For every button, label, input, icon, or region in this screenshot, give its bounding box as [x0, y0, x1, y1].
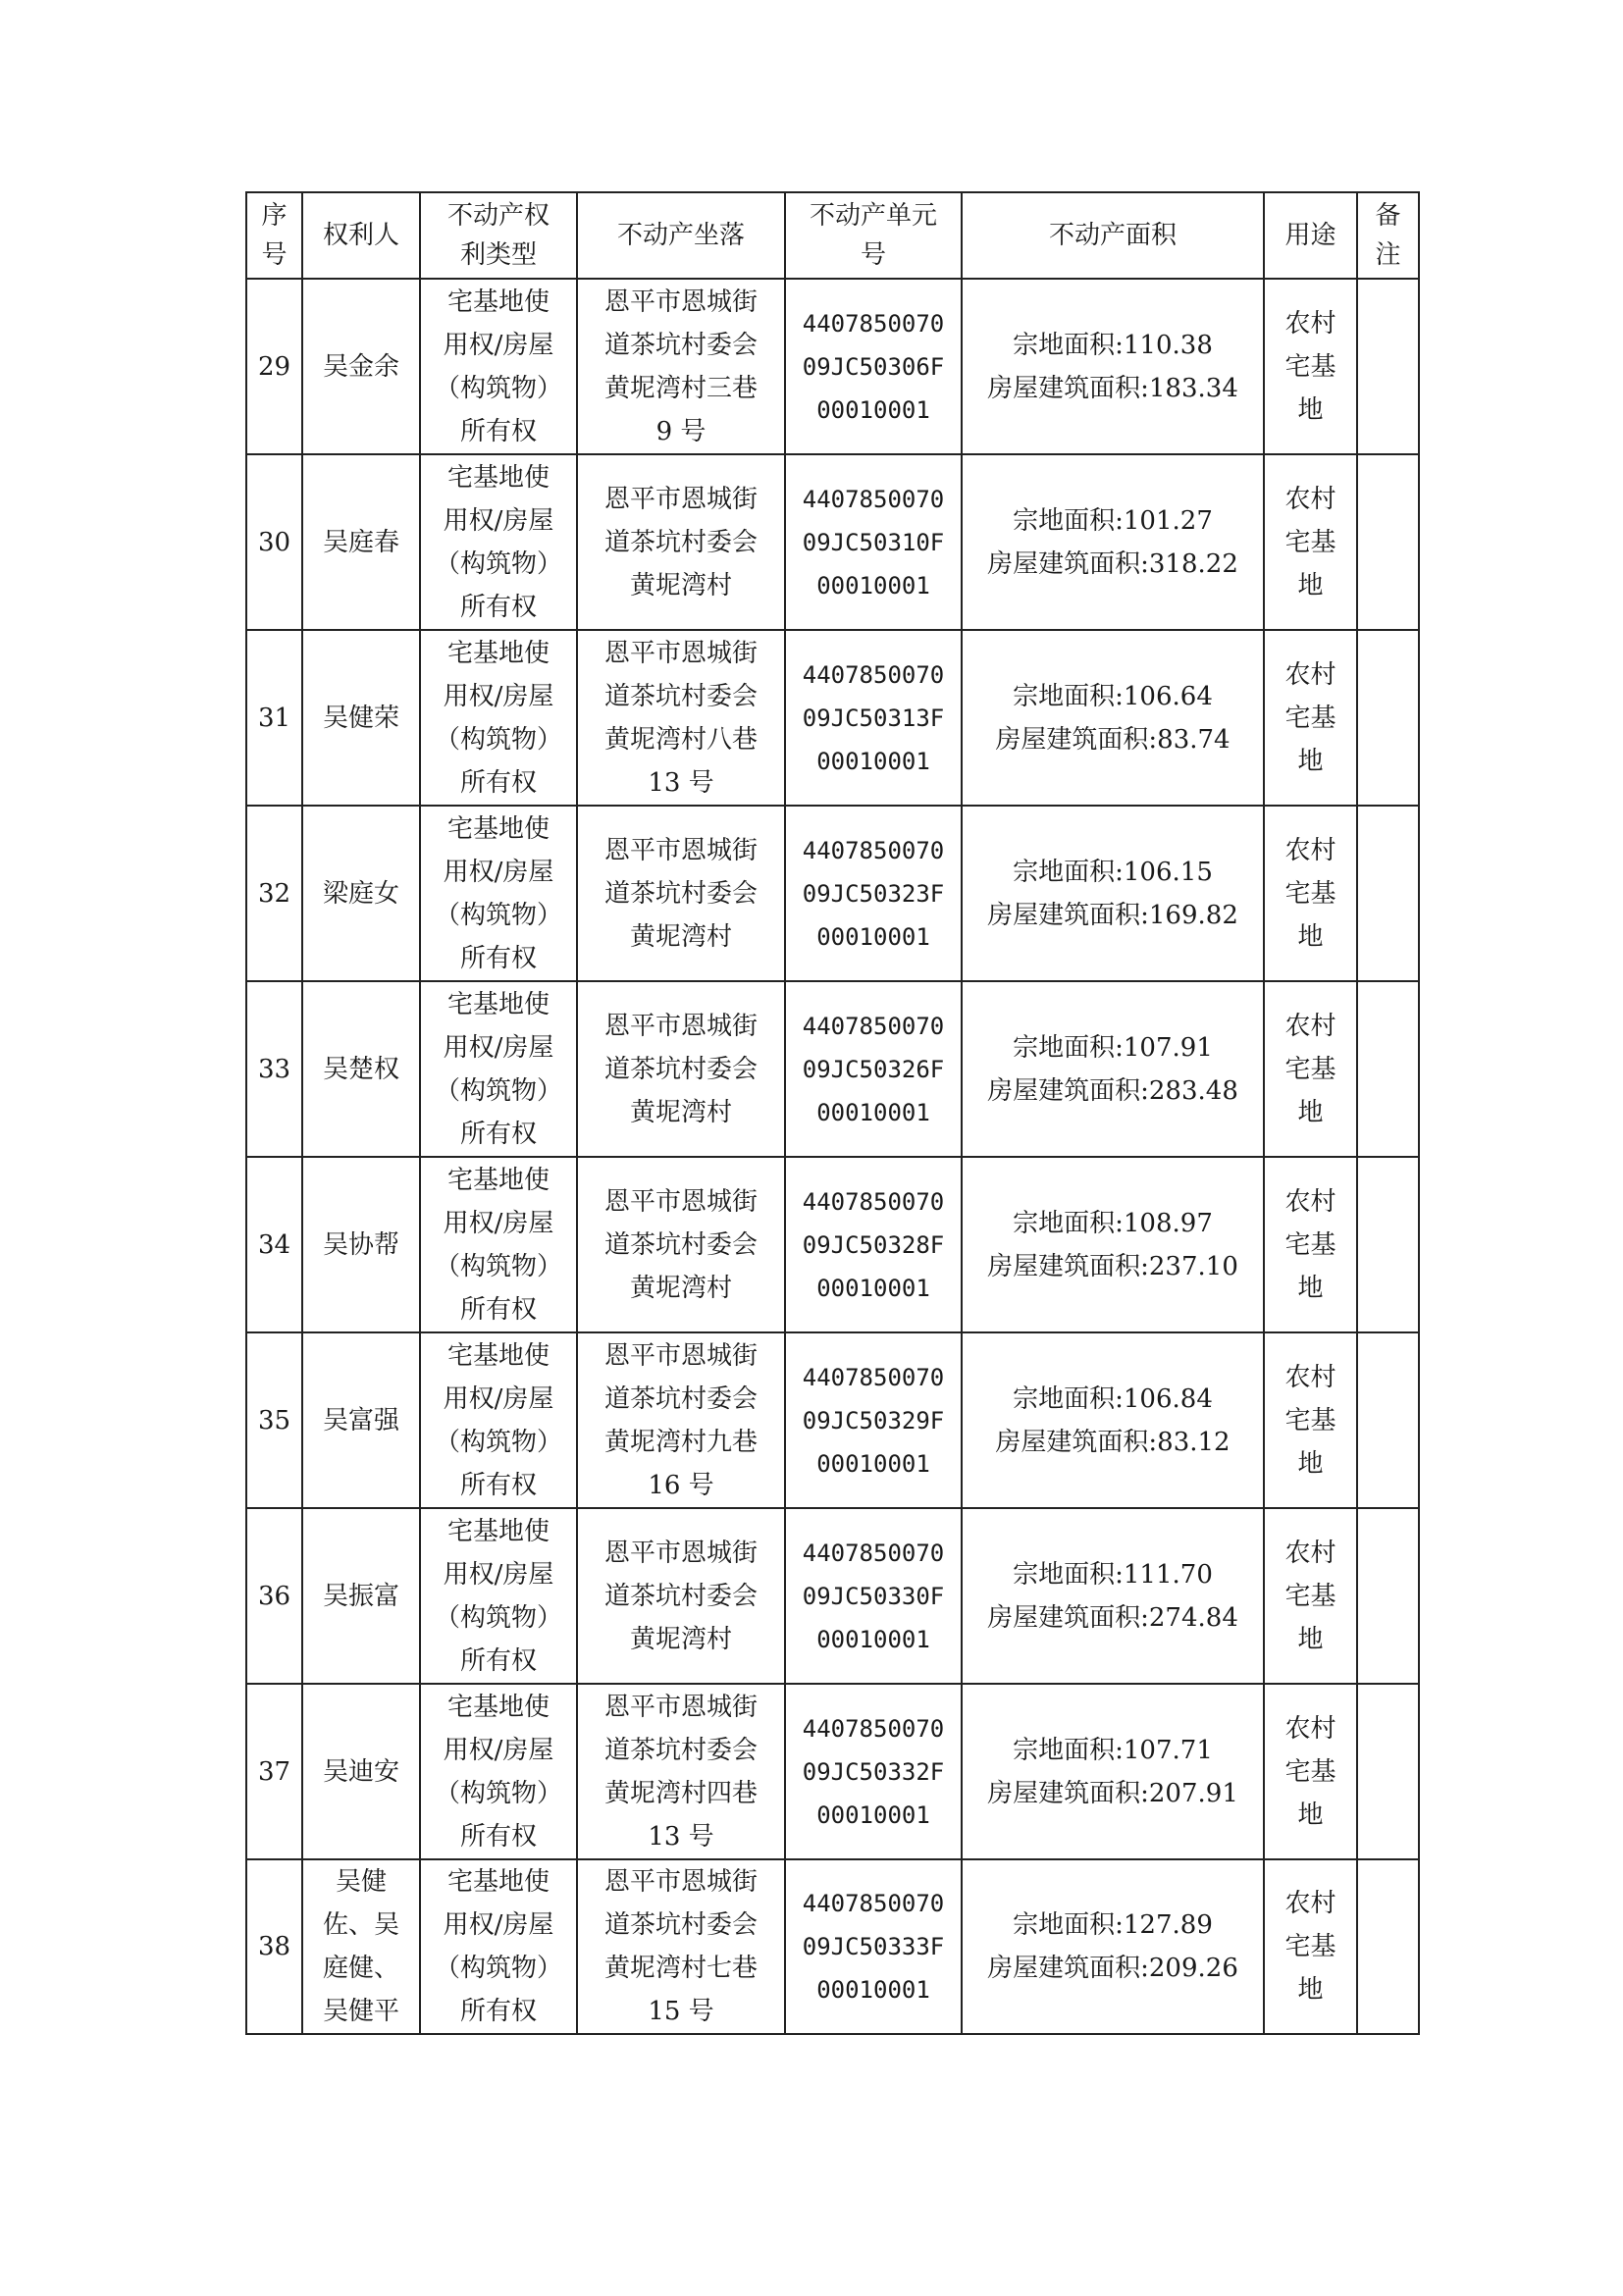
cell-line: 黄坭湾村八巷 — [603, 724, 758, 755]
cell-line: 13 号 — [648, 767, 714, 798]
cell-usage — [1264, 454, 1357, 630]
cell-line: 号 — [261, 240, 288, 270]
cell-line: 宅基 — [1284, 1229, 1336, 1260]
cell-location — [577, 1332, 785, 1508]
cell-line: 09JC50333F — [802, 1933, 945, 1960]
cell-line: 00010001 — [816, 1098, 930, 1126]
cell-usage — [1264, 806, 1357, 981]
cell-line: 农村 — [1284, 484, 1336, 514]
cell-line: 宅基地使 — [446, 1340, 550, 1371]
cell-line: 4407850070 — [802, 660, 945, 689]
cell-owner — [302, 806, 420, 981]
cell-line: 09JC50329F — [802, 1406, 945, 1435]
cell-line: 00010001 — [816, 1625, 930, 1653]
cell-remark — [1357, 630, 1419, 806]
cell-line: 黄坭湾村四巷 — [603, 1778, 758, 1808]
cell-line: 吴金余 — [322, 351, 399, 382]
cell-line: 宗地面积:107.91 — [1013, 1032, 1213, 1063]
cell-remark — [1357, 1508, 1419, 1684]
cell-line: 所有权 — [459, 1997, 537, 2026]
cell-line: 地 — [1297, 1097, 1324, 1127]
cell-line: 00010001 — [816, 395, 930, 424]
cell-line: 4407850070 — [802, 485, 945, 513]
cell-line: 所有权 — [459, 416, 537, 446]
cell-line: 00010001 — [816, 1449, 930, 1478]
cell-owner — [302, 1684, 420, 1859]
cell-line: 宗地面积:108.97 — [1013, 1208, 1213, 1238]
cell-line: 恩平市恩城街 — [603, 484, 758, 514]
cell-line: 用权/房屋 — [443, 1735, 554, 1765]
cell-line: 吴富强 — [322, 1405, 399, 1435]
cell-line: 吴健 — [335, 1867, 387, 1897]
table-row — [246, 454, 1419, 630]
cell-line: 用权/房屋 — [443, 1559, 554, 1590]
header-usage — [1264, 192, 1357, 279]
cell-owner — [302, 1332, 420, 1508]
cell-line: 宗地面积:106.64 — [1013, 681, 1213, 711]
table-row — [246, 1332, 1419, 1508]
cell-line: 地 — [1297, 1448, 1324, 1479]
cell-seq: 33 — [246, 981, 302, 1157]
cell-line: 所有权 — [459, 1294, 537, 1325]
header-unit-no — [785, 192, 962, 279]
cell-line: 15 号 — [648, 1997, 714, 2026]
cell-unit-no — [785, 630, 962, 806]
header-right-type — [420, 192, 577, 279]
table-row — [246, 1684, 1419, 1859]
cell-line: 宅基 — [1284, 527, 1336, 557]
cell-right-type — [420, 279, 577, 454]
cell-usage — [1264, 1684, 1357, 1859]
cell-line: 4407850070 — [802, 309, 945, 338]
cell-line: 用权/房屋 — [443, 1383, 554, 1414]
cell-line: 房屋建筑面积:207.91 — [987, 1778, 1238, 1808]
cell-line: 黄坭湾村 — [629, 1624, 732, 1654]
cell-line: 09JC50328F — [802, 1230, 945, 1259]
cell-location — [577, 1508, 785, 1684]
cell-line: 地 — [1297, 1800, 1324, 1830]
cell-line: 宅基 — [1284, 1054, 1336, 1084]
table-row — [246, 1508, 1419, 1684]
cell-line: 黄坭湾村七巷 — [603, 1954, 758, 1983]
cell-line: 农村 — [1284, 1538, 1336, 1568]
cell-remark — [1357, 1332, 1419, 1508]
cell-line: 09JC50326F — [802, 1055, 945, 1083]
cell-line: 16 号 — [648, 1470, 714, 1500]
table-row — [246, 981, 1419, 1157]
cell-seq: 37 — [246, 1684, 302, 1859]
cell-line: 吴振富 — [322, 1581, 399, 1611]
cell-location — [577, 630, 785, 806]
cell-line: 吴迪安 — [322, 1756, 399, 1787]
cell-line: 恩平市恩城街 — [603, 835, 758, 865]
cell-line: 09JC50332F — [802, 1757, 945, 1786]
cell-line: 道茶坑村委会 — [603, 330, 758, 360]
cell-line: 注 — [1375, 240, 1401, 270]
cell-line: 房屋建筑面积:183.34 — [987, 373, 1238, 403]
cell-line: （构筑物） — [434, 548, 562, 579]
cell-line: 吴健平 — [322, 1997, 399, 2026]
cell-line: 不动产面积 — [1048, 221, 1177, 250]
cell-line: 宅基地使 — [446, 1867, 550, 1897]
cell-right-type — [420, 1684, 577, 1859]
cell-line: 吴健荣 — [322, 703, 399, 733]
cell-location — [577, 806, 785, 981]
cell-line: 号 — [860, 240, 886, 270]
cell-line: 宅基 — [1284, 1932, 1336, 1961]
cell-line: （构筑物） — [434, 1954, 562, 1983]
cell-line: 4407850070 — [802, 836, 945, 864]
cell-line: （构筑物） — [434, 1602, 562, 1633]
cell-location — [577, 1684, 785, 1859]
cell-owner — [302, 454, 420, 630]
header-seq — [246, 192, 302, 279]
cell-unit-no — [785, 1508, 962, 1684]
property-register-table — [245, 191, 1420, 2035]
cell-owner — [302, 1157, 420, 1332]
cell-line: 00010001 — [816, 922, 930, 951]
cell-seq: 36 — [246, 1508, 302, 1684]
cell-line: 宗地面积:127.89 — [1013, 1910, 1213, 1940]
cell-right-type — [420, 1157, 577, 1332]
cell-line: 房屋建筑面积:83.74 — [995, 724, 1230, 755]
cell-remark — [1357, 981, 1419, 1157]
cell-right-type — [420, 1508, 577, 1684]
cell-line: 道茶坑村委会 — [603, 1581, 758, 1611]
cell-owner — [302, 1859, 420, 2034]
cell-line: 宅基地使 — [446, 813, 550, 844]
cell-line: 房屋建筑面积:318.22 — [987, 548, 1238, 579]
cell-line: 房屋建筑面积:274.84 — [987, 1602, 1238, 1633]
cell-usage — [1264, 1332, 1357, 1508]
cell-area — [962, 630, 1264, 806]
cell-line: （构筑物） — [434, 373, 562, 403]
cell-line: 农村 — [1284, 659, 1336, 690]
cell-area — [962, 279, 1264, 454]
cell-line: 房屋建筑面积:83.12 — [995, 1427, 1230, 1457]
cell-line: 房屋建筑面积:209.26 — [987, 1954, 1238, 1983]
cell-line: 道茶坑村委会 — [603, 878, 758, 909]
cell-right-type — [420, 1859, 577, 2034]
cell-seq: 32 — [246, 806, 302, 981]
cell-line: 宗地面积:101.27 — [1013, 505, 1213, 536]
cell-line: 所有权 — [459, 1821, 537, 1852]
cell-line: 不动产坐落 — [616, 221, 745, 250]
cell-line: 道茶坑村委会 — [603, 1054, 758, 1084]
cell-remark — [1357, 279, 1419, 454]
cell-line: 4407850070 — [802, 1363, 945, 1391]
cell-line: 宅基地使 — [446, 287, 550, 317]
cell-right-type — [420, 1332, 577, 1508]
cell-line: 道茶坑村委会 — [603, 1229, 758, 1260]
cell-line: 4407850070 — [802, 1539, 945, 1567]
cell-right-type — [420, 454, 577, 630]
cell-unit-no — [785, 279, 962, 454]
cell-line: 道茶坑村委会 — [603, 527, 758, 557]
cell-line: 宅基 — [1284, 1756, 1336, 1787]
cell-remark — [1357, 806, 1419, 981]
cell-line: 权利人 — [322, 221, 399, 250]
cell-owner — [302, 279, 420, 454]
cell-remark — [1357, 1859, 1419, 2034]
cell-line: 吴楚权 — [322, 1054, 399, 1084]
cell-remark — [1357, 1684, 1419, 1859]
cell-line: 用权/房屋 — [443, 1208, 554, 1238]
cell-line: 所有权 — [459, 767, 537, 798]
cell-line: 黄坭湾村 — [629, 1273, 732, 1303]
cell-line: 00010001 — [816, 571, 930, 600]
cell-line: 用权/房屋 — [443, 857, 554, 887]
cell-line: 00010001 — [816, 1274, 930, 1302]
cell-line: 9 号 — [655, 416, 707, 446]
cell-line: 房屋建筑面积:237.10 — [987, 1251, 1238, 1281]
cell-area — [962, 1332, 1264, 1508]
cell-seq: 34 — [246, 1157, 302, 1332]
cell-line: 吴协帮 — [322, 1229, 399, 1260]
cell-line: 道茶坑村委会 — [603, 681, 758, 711]
cell-line: （构筑物） — [434, 724, 562, 755]
cell-line: （构筑物） — [434, 1427, 562, 1457]
cell-line: 道茶坑村委会 — [603, 1383, 758, 1414]
cell-line: 用权/房屋 — [443, 1032, 554, 1063]
cell-line: 农村 — [1284, 1889, 1336, 1918]
cell-line: 恩平市恩城街 — [603, 1692, 758, 1722]
cell-usage — [1264, 1859, 1357, 2034]
cell-remark — [1357, 454, 1419, 630]
cell-line: 庭健、 — [322, 1954, 399, 1983]
cell-location — [577, 1157, 785, 1332]
cell-location — [577, 981, 785, 1157]
cell-line: 地 — [1297, 570, 1324, 600]
cell-unit-no — [785, 1157, 962, 1332]
table-row — [246, 1859, 1419, 2034]
cell-line: （构筑物） — [434, 1251, 562, 1281]
table-body — [246, 279, 1419, 2034]
cell-line: 黄坭湾村三巷 — [603, 373, 758, 403]
header-owner — [302, 192, 420, 279]
cell-line: 宗地面积:111.70 — [1013, 1559, 1213, 1590]
cell-location — [577, 279, 785, 454]
cell-line: 用权/房屋 — [443, 330, 554, 360]
cell-seq: 29 — [246, 279, 302, 454]
cell-line: 黄坭湾村 — [629, 921, 732, 952]
cell-unit-no — [785, 1332, 962, 1508]
cell-area — [962, 806, 1264, 981]
cell-usage — [1264, 630, 1357, 806]
cell-owner — [302, 981, 420, 1157]
cell-line: 农村 — [1284, 1362, 1336, 1392]
cell-line: 09JC50330F — [802, 1582, 945, 1610]
cell-line: （构筑物） — [434, 1075, 562, 1106]
table-row — [246, 630, 1419, 806]
header-remark — [1357, 192, 1419, 279]
cell-unit-no — [785, 981, 962, 1157]
cell-line: 所有权 — [459, 1470, 537, 1500]
cell-line: 地 — [1297, 746, 1324, 776]
cell-line: 农村 — [1284, 1011, 1336, 1041]
table-row — [246, 806, 1419, 981]
cell-line: 地 — [1297, 394, 1324, 425]
cell-right-type — [420, 806, 577, 981]
cell-line: 备 — [1375, 201, 1401, 231]
table-row — [246, 1157, 1419, 1332]
header-area — [962, 192, 1264, 279]
cell-line: 地 — [1297, 921, 1324, 952]
cell-line: 所有权 — [459, 592, 537, 622]
cell-area — [962, 454, 1264, 630]
cell-line: 00010001 — [816, 747, 930, 775]
cell-line: 宅基地使 — [446, 1516, 550, 1546]
cell-line: 农村 — [1284, 1713, 1336, 1744]
cell-line: 恩平市恩城街 — [603, 1186, 758, 1217]
cell-remark — [1357, 1157, 1419, 1332]
cell-line: 恩平市恩城街 — [603, 638, 758, 668]
cell-location — [577, 454, 785, 630]
cell-line: 地 — [1297, 1273, 1324, 1303]
cell-line: 宗地面积:110.38 — [1013, 330, 1213, 360]
cell-line: 宅基地使 — [446, 1692, 550, 1722]
cell-line: 梁庭女 — [322, 878, 399, 909]
cell-line: 黄坭湾村 — [629, 1097, 732, 1127]
cell-line: （构筑物） — [434, 1778, 562, 1808]
cell-line: 用权/房屋 — [443, 681, 554, 711]
cell-location — [577, 1859, 785, 2034]
cell-line: 4407850070 — [802, 1714, 945, 1743]
cell-line: 00010001 — [816, 1976, 930, 2004]
cell-line: 用权/房屋 — [443, 1910, 554, 1940]
cell-line: 恩平市恩城街 — [603, 1340, 758, 1371]
cell-line: 宗地面积:106.15 — [1013, 857, 1213, 887]
cell-usage — [1264, 1157, 1357, 1332]
cell-seq: 35 — [246, 1332, 302, 1508]
cell-line: 佐、吴 — [322, 1910, 399, 1940]
cell-line: 宅基地使 — [446, 638, 550, 668]
cell-line: 道茶坑村委会 — [603, 1735, 758, 1765]
cell-area — [962, 1684, 1264, 1859]
cell-line: 地 — [1297, 1624, 1324, 1654]
cell-line: 09JC50313F — [802, 704, 945, 732]
cell-line: 农村 — [1284, 308, 1336, 339]
cell-line: 恩平市恩城街 — [603, 287, 758, 317]
cell-line: 宅基 — [1284, 1581, 1336, 1611]
cell-line: 4407850070 — [802, 1890, 945, 1917]
cell-line: 宅基地使 — [446, 462, 550, 493]
cell-area — [962, 1859, 1264, 2034]
cell-line: 房屋建筑面积:283.48 — [987, 1075, 1238, 1106]
cell-line: 所有权 — [459, 1645, 537, 1676]
cell-area — [962, 1157, 1264, 1332]
cell-unit-no — [785, 806, 962, 981]
header-location — [577, 192, 785, 279]
cell-line: 道茶坑村委会 — [603, 1910, 758, 1940]
cell-line: 宗地面积:107.71 — [1013, 1735, 1213, 1765]
cell-line: 4407850070 — [802, 1187, 945, 1216]
cell-line: 吴庭春 — [322, 527, 399, 557]
cell-line: 宅基地使 — [446, 989, 550, 1019]
cell-line: 00010001 — [816, 1800, 930, 1829]
cell-line: 农村 — [1284, 835, 1336, 865]
cell-line: 恩平市恩城街 — [603, 1538, 758, 1568]
cell-right-type — [420, 630, 577, 806]
cell-line: 用权/房屋 — [443, 505, 554, 536]
cell-seq: 31 — [246, 630, 302, 806]
cell-line: 用途 — [1284, 221, 1336, 250]
cell-usage — [1264, 279, 1357, 454]
cell-usage — [1264, 1508, 1357, 1684]
cell-owner — [302, 1508, 420, 1684]
cell-line: 宅基 — [1284, 703, 1336, 733]
cell-line: 不动产单元 — [809, 201, 937, 231]
cell-area — [962, 1508, 1264, 1684]
cell-seq: 30 — [246, 454, 302, 630]
cell-line: 序 — [261, 201, 288, 231]
cell-line: 所有权 — [459, 943, 537, 973]
cell-line: 宅基地使 — [446, 1165, 550, 1195]
cell-line: 09JC50323F — [802, 879, 945, 908]
cell-line: 房屋建筑面积:169.82 — [987, 900, 1238, 930]
cell-owner — [302, 630, 420, 806]
cell-line: 恩平市恩城街 — [603, 1867, 758, 1897]
cell-line: 黄坭湾村九巷 — [603, 1427, 758, 1457]
cell-unit-no — [785, 1684, 962, 1859]
cell-line: 农村 — [1284, 1186, 1336, 1217]
cell-line: 恩平市恩城街 — [603, 1011, 758, 1041]
cell-area — [962, 981, 1264, 1157]
cell-usage — [1264, 981, 1357, 1157]
cell-line: （构筑物） — [434, 900, 562, 930]
cell-line: 所有权 — [459, 1119, 537, 1149]
cell-line: 13 号 — [648, 1821, 714, 1852]
cell-seq: 38 — [246, 1859, 302, 2034]
cell-line: 4407850070 — [802, 1012, 945, 1040]
cell-line: 黄坭湾村 — [629, 570, 732, 600]
cell-unit-no — [785, 1859, 962, 2034]
header-row — [246, 192, 1419, 279]
cell-line: 宅基 — [1284, 1405, 1336, 1435]
cell-line: 宅基 — [1284, 351, 1336, 382]
cell-line: 09JC50306F — [802, 352, 945, 381]
cell-line: 宗地面积:106.84 — [1013, 1383, 1213, 1414]
cell-line: 不动产权 — [446, 201, 550, 231]
table-row — [246, 279, 1419, 454]
cell-line: 09JC50310F — [802, 528, 945, 556]
cell-line: 利类型 — [459, 240, 537, 270]
cell-line: 地 — [1297, 1975, 1324, 2005]
cell-right-type — [420, 981, 577, 1157]
cell-unit-no — [785, 454, 962, 630]
cell-line: 宅基 — [1284, 878, 1336, 909]
